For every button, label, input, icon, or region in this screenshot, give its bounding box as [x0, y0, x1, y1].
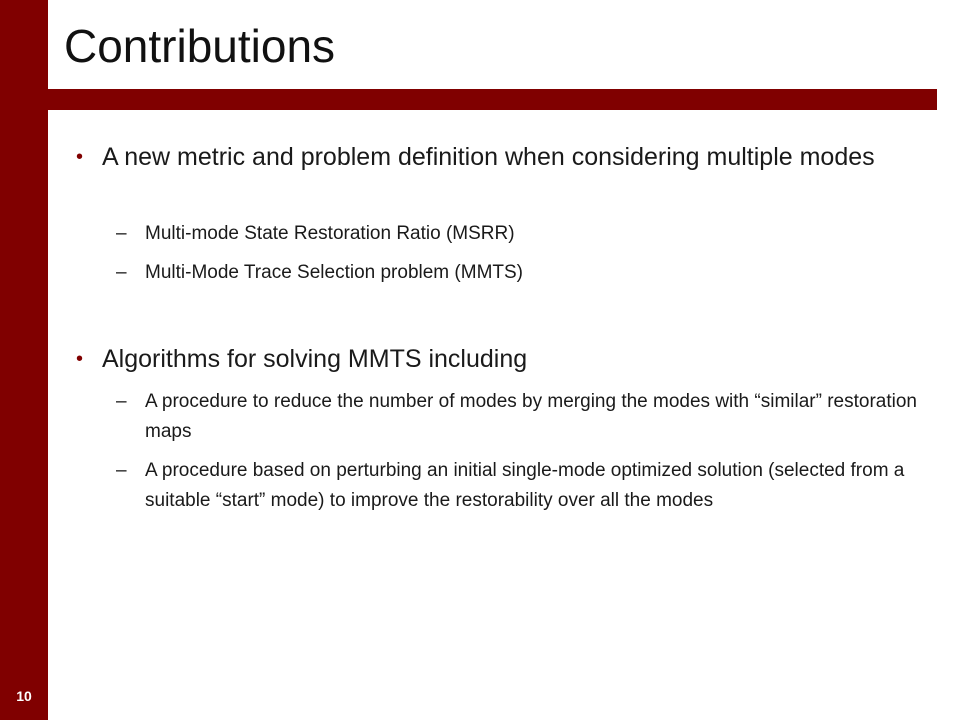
slide-title: Contributions	[64, 20, 336, 72]
sub-bullet-text: A procedure to reduce the number of modes by merging the modes with “similar” restoration maps	[145, 391, 917, 442]
sub-bullet-text: A procedure based on perturbing an initial single-mode optimized solution (selected from a suitable “start” mode) to improve the restorability over all the modes	[145, 460, 905, 511]
bullet-icon: •	[76, 348, 84, 370]
sub-bullet-text: Multi-mode State Restoration Ratio (MSRR)	[145, 223, 515, 244]
sub-bullet-text: Multi-Mode Trace Selection problem (MMTS)	[145, 262, 523, 283]
bullet-icon: •	[76, 146, 84, 168]
sub-bullet-dash-icon: –	[116, 223, 127, 244]
slide-number: 10	[16, 688, 32, 704]
bullet-text: A new metric and problem definition when considering multiple modes	[102, 143, 875, 171]
sub-bullet-dash-icon: –	[116, 262, 127, 283]
sub-bullet-dash-icon: –	[116, 460, 127, 481]
sub-bullet-dash-icon: –	[116, 391, 127, 412]
bullet-text: Algorithms for solving MMTS including	[102, 345, 528, 373]
